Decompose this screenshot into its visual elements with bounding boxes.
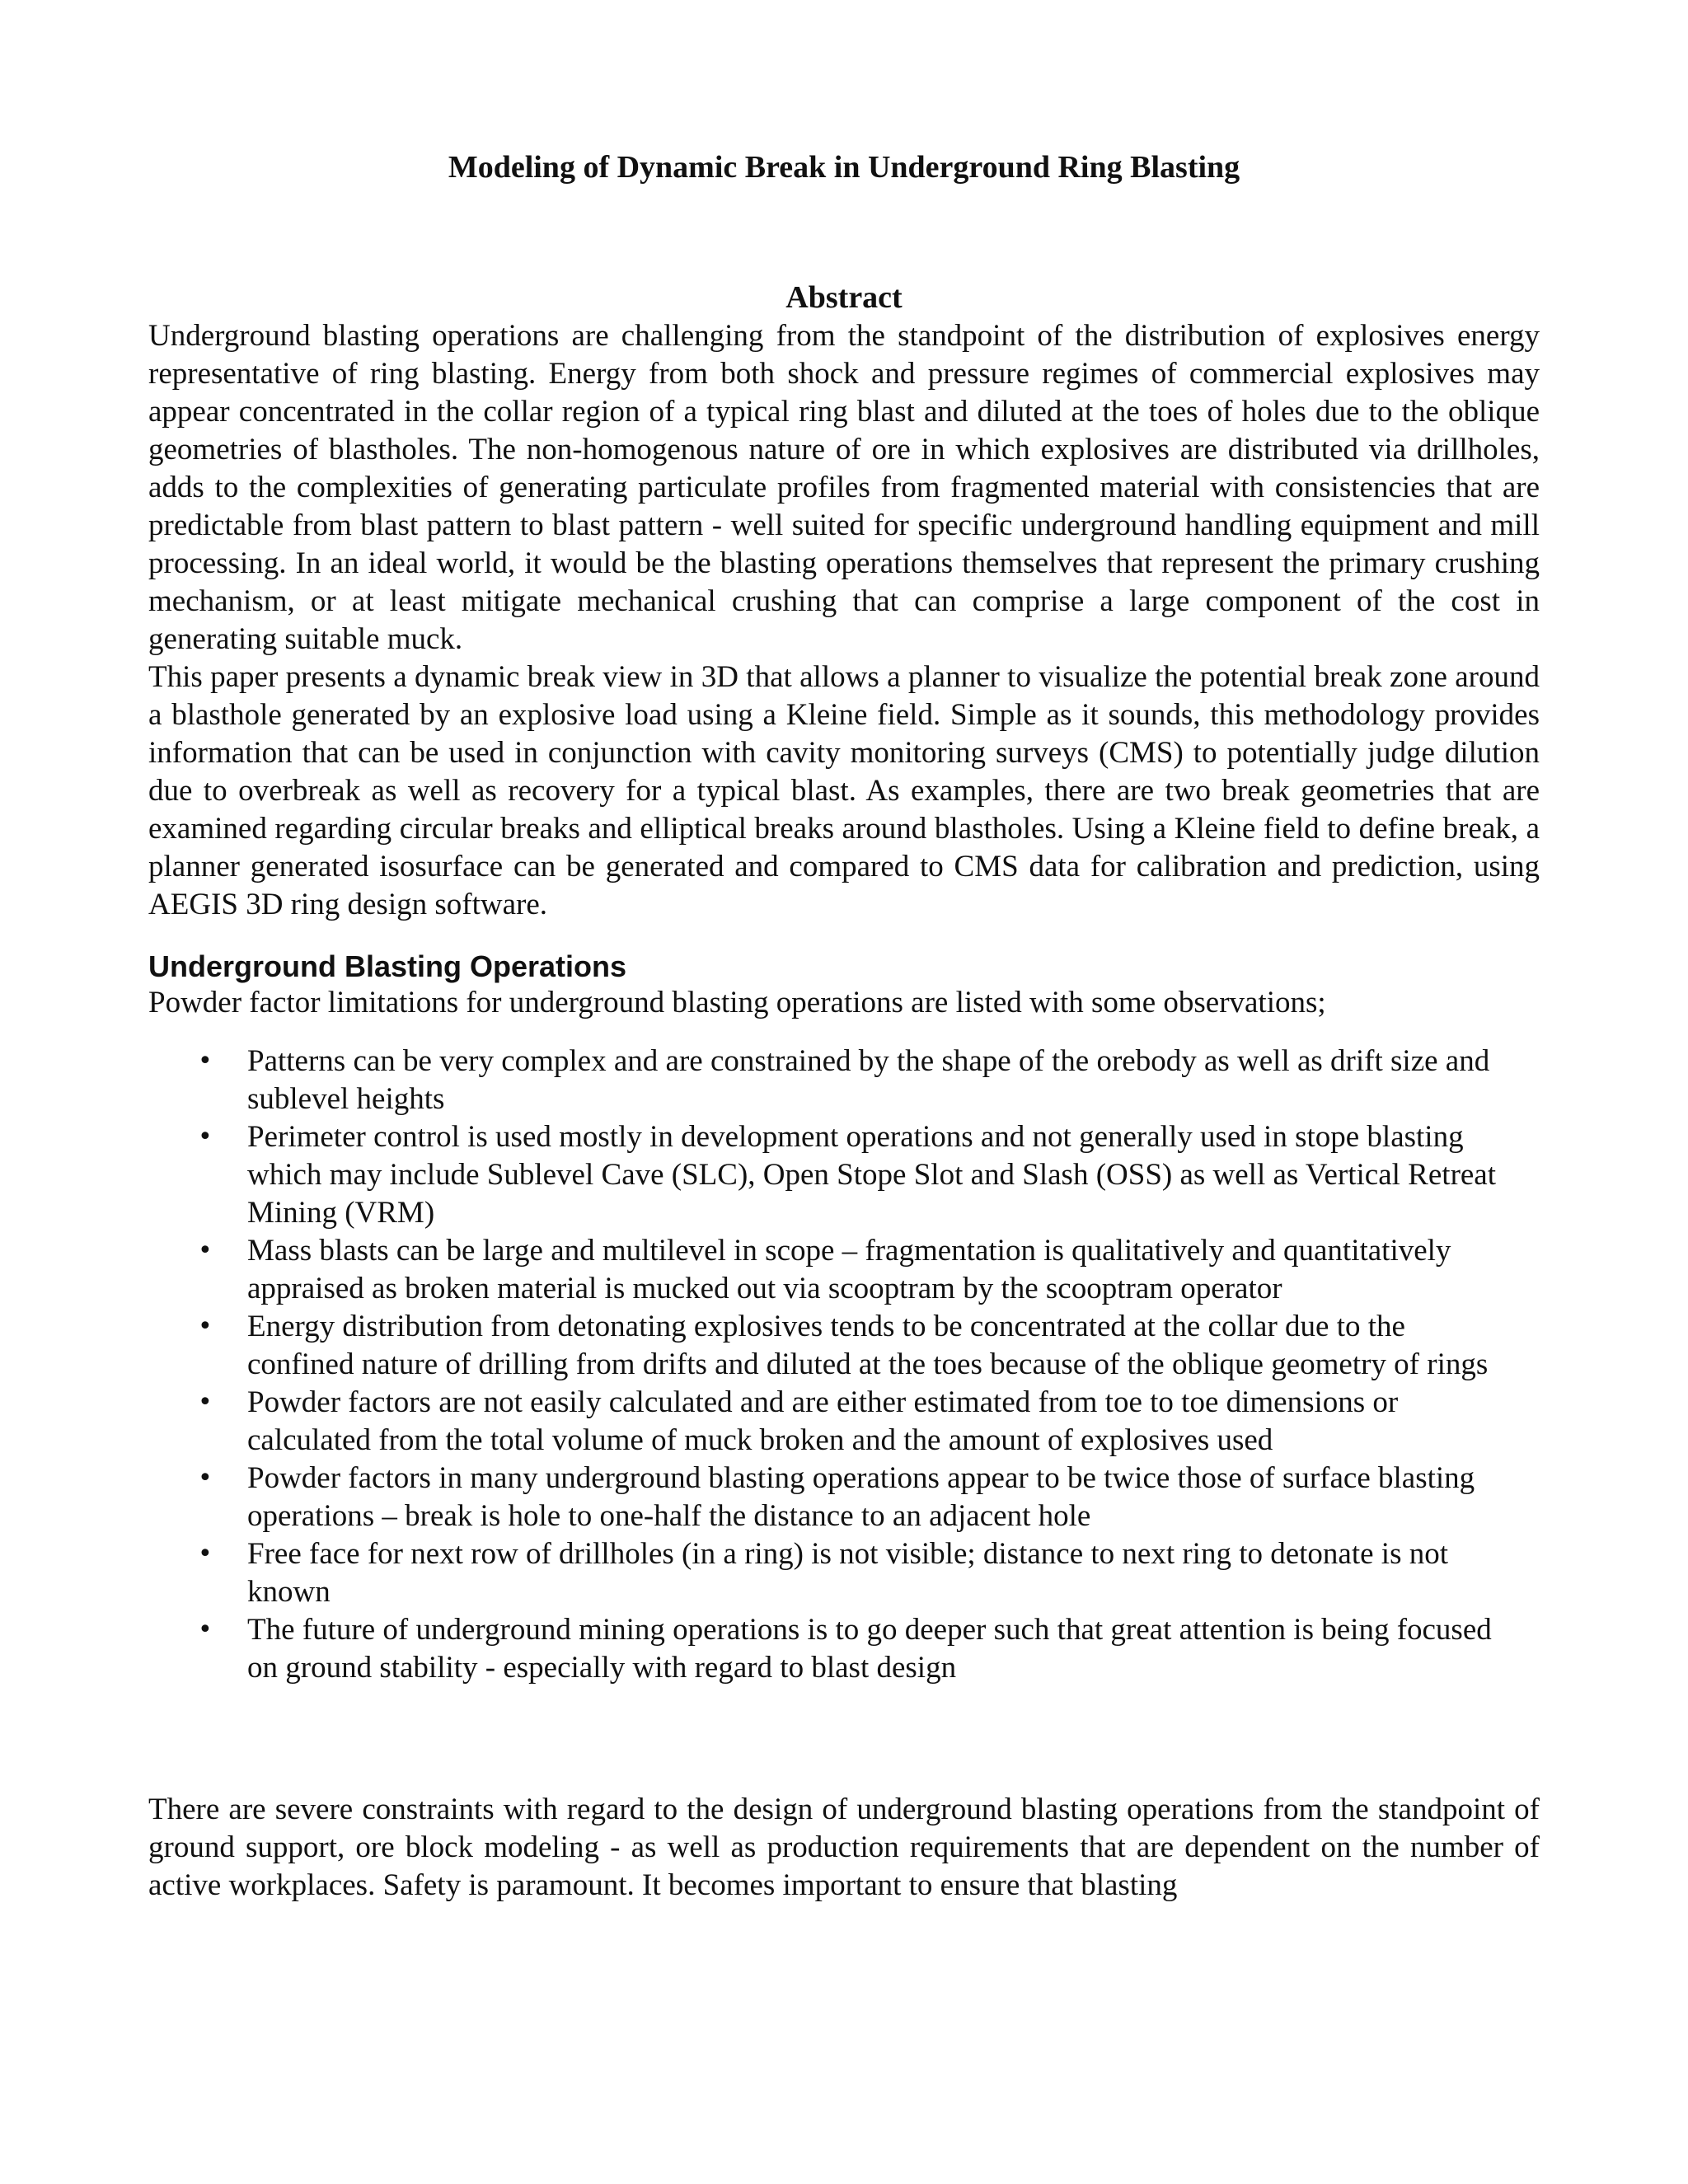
abstract-heading: Abstract [785,280,903,315]
list-item-text: Free face for next row of drillholes (in a ring) is not visible; distance to next ring to detonate is not known [247,1537,1449,1609]
abstract-paragraph-1: Underground blasting operations are challenging from the standpoint of the distribution of explosives energy representative of ring blasting. Energy from both shock and pressure regimes of commercial explosives may appear concentrated in the collar region of a typical ring blast and diluted at the toes of holes due to the oblique geometries of blastholes. The non-homogenous nature of ore in which explosives are distributed via drillholes, adds to the complexities of generating particulate profiles from fragmented material with consistencies that are predictable from blast pattern to blast pattern - well suited for specific underground handling equipment and mill processing. In an ideal world, it would be the blasting operations themselves that represent the primary crushing mechanism, or at least mitigate mechanical crushing that can comprise a large component of the cost in generating suitable muck. [148,319,1540,656]
list-item-text: Patterns can be very complex and are constrained by the shape of the orebody as well as drift size and sublevel heights [247,1044,1490,1116]
list-item [148,1535,1508,1611]
bullet-icon: • [198,1540,213,1568]
list-item [148,1611,1508,1687]
list-item [148,1043,1508,1118]
section-heading: Underground Blasting Operations [148,949,627,983]
list-item-text: Powder factors in many underground blasting operations appear to be twice those of surface blasting operations – break is hole to one-half the distance to an adjacent hole [247,1461,1475,1533]
bullet-icon: • [198,1122,213,1151]
list-item-text: Energy distribution from detonating explosives tends to be concentrated at the collar due to the confined nature of drilling from drifts and diluted at the toes because of the oblique geometry of rings [247,1310,1489,1381]
list-item-text: Perimeter control is used mostly in development operations and not generally used in stope blasting which may include Sublevel Cave (SLC), Open Stope Slot and Slash (OSS) as well as Vertical Retreat Mining (VRM) [247,1120,1497,1230]
bullet-icon: • [198,1388,213,1417]
list-item-text: The future of underground mining operations is to go deeper such that great attention is being focused on ground stability - especially with regard to blast design [247,1613,1492,1685]
paper-title: Modeling of Dynamic Break in Underground Ring Blasting [448,150,1240,185]
observation-list [148,1043,1540,1687]
section-intro: Powder factor limitations for underground blasting operations are listed with some observations; [148,986,1326,1019]
document-page [148,0,1540,2184]
bullet-icon: • [198,1312,213,1341]
list-item [148,1232,1508,1308]
bullet-icon: • [198,1464,213,1493]
bullet-icon: • [198,1236,213,1265]
list-item [148,1118,1508,1232]
bullet-icon: • [198,1047,213,1076]
abstract-body [148,317,1540,924]
list-item [148,1460,1508,1535]
list-item-text: Powder factors are not easily calculated and are either estimated from toe to toe dimensions or calculated from the total volume of muck broken and the amount of explosives used [247,1385,1399,1457]
closing-paragraph: There are severe constraints with regard to the design of underground blasting operations from the standpoint of ground support, ore block modeling - as well as production requirements that are dependent on the number of active workplaces. Safety is paramount. It becomes important to ensure that blasting [148,1793,1540,1902]
list-item [148,1384,1508,1460]
list-item-text: Mass blasts can be large and multilevel in scope – fragmentation is qualitatively and quantitatively appraised as broken material is mucked out via scooptram by the scooptram operator [247,1234,1451,1305]
abstract-paragraph-2: This paper presents a dynamic break view in 3D that allows a planner to visualize the potential break zone around a blasthole generated by an explosive load using a Kleine field. Simple as it sounds, this methodology provides information that can be used in conjunction with cavity monitoring surveys (CMS) to potentially judge dilution due to overbreak as well as recovery for a typical blast. As examples, there are two break geometries that are examined regarding circular breaks and elliptical breaks around blastholes. Using a Kleine field to define break, a planner generated isosurface can be generated and compared to CMS data for calibration and prediction, using AEGIS 3D ring design software. [148,660,1540,921]
list-item [148,1308,1508,1384]
bullet-icon: • [198,1615,213,1644]
